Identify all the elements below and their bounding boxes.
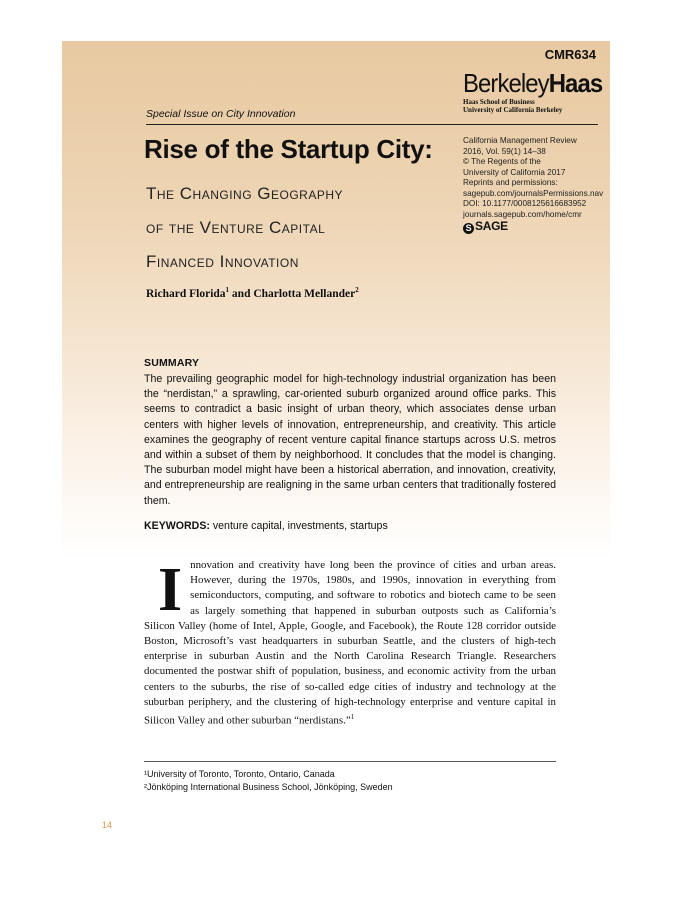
- journal-link[interactable]: journals.sagepub.com/home/cmr: [463, 209, 582, 219]
- author-name: Charlotta Mellander: [253, 287, 356, 300]
- logo-university-line: University of California Berkeley: [463, 106, 563, 114]
- page-number: 14: [102, 820, 113, 830]
- footnote: ¹University of Toronto, Toronto, Ontario, Canada: [144, 769, 335, 779]
- subtitle-line: Financed Innovation: [146, 252, 299, 271]
- sage-logo: S SAGE: [463, 219, 508, 234]
- affiliation-marker: 1: [225, 286, 230, 294]
- body-paragraph: [144, 558, 556, 729]
- authors-line: Richard Florida$^1$ and Charlotta Mellander$^2$: [146, 286, 359, 300]
- volume-info: 2016, Vol. 59(1) 14–38: [463, 146, 546, 156]
- footnote: ²Jönköping International Business School, Jönköping, Sweden: [144, 781, 393, 792]
- drop-cap: I: [158, 556, 183, 624]
- footnote-rule: [144, 761, 556, 762]
- author-name: Richard Florida: [146, 287, 226, 300]
- footnote-ref: 1: [350, 713, 355, 722]
- article-title: Rise of the Startup City:: [144, 134, 433, 164]
- permissions-label: Reprints and permissions:: [463, 178, 558, 187]
- sage-circle-icon: S: [463, 223, 474, 234]
- summary-text: The prevailing geographic model for high-technology industrial organization has been the “nerdistan,” a sprawling, car-oriented suburb organized around office parks. This seems to contradict a basic insight of urban theory, which associates dense urban centers with higher levels of innovation, entrepreneurship, and creativity. This article examines the geography of recent venture capital finance startups across U.S. metros and within a subset of them by neighborhood. It concludes that the model is changing. The suburban model might have been a historical aberration, and innovation, creativity, and entrepreneurship are realigning in the same urban centers that traditionally fostered them.: [144, 373, 556, 507]
- permissions-link[interactable]: sagepub.com/journalsPermissions.nav: [463, 188, 604, 198]
- header-rule: [146, 124, 598, 125]
- keywords-label: KEYWORDS:: [144, 520, 210, 532]
- article-subtitle: [146, 177, 446, 279]
- summary-heading: SUMMARY: [144, 357, 200, 369]
- affiliation-marker: 2: [355, 286, 359, 294]
- footnotes: [144, 768, 564, 793]
- copyright-line: © The Regents of the: [463, 157, 541, 166]
- journal-name: California Management Review: [463, 136, 577, 145]
- special-issue-label: Special Issue on City Innovation: [146, 108, 296, 120]
- publication-info: [463, 136, 608, 220]
- article-code: CMR634: [544, 47, 596, 62]
- subtitle-line: of the Venture Capital: [146, 218, 326, 237]
- journal-page: [62, 41, 610, 896]
- body-text: nnovation and creativity have long been the province of cities and urban areas. However, during the 1970s, 1980s, and 1990s, innovation in everything from semiconductors, computing, and software to robotics and biotech came to be seen as largely something that happened in suburban outposts such as California’s Silicon Valley (home of Intel, Apple, Google, and Facebook), the Route 128 corridor outside Boston, Microsoft’s vast headquarters in suburban Seattle, and the clusters of high-tech enterprise in suburban Austin and the North Carolina Research Triangle. Researchers documented the postwar shift of population, business, and economic activity from the urban centers to the suburbs, the rise of so-called edge cities of industry and technology at the suburban periphery, and the clustering of high-technology enterprise and venture capital in Silicon Valley and other suburban “nerdistans.”: [144, 559, 556, 727]
- copyright-line: University of California 2017: [463, 167, 566, 177]
- logo-school-line: Haas School of Business: [463, 98, 535, 106]
- berkeley-haas-logo: [463, 70, 603, 114]
- doi-link[interactable]: DOI: 10.1177/0008125616683952: [463, 199, 587, 208]
- keywords-value: venture capital, investments, startups: [209, 520, 388, 532]
- keywords-line: [144, 520, 388, 532]
- subtitle-line: The Changing Geography: [146, 184, 344, 203]
- logo-wordmark: BerkeleyHaas: [463, 68, 603, 98]
